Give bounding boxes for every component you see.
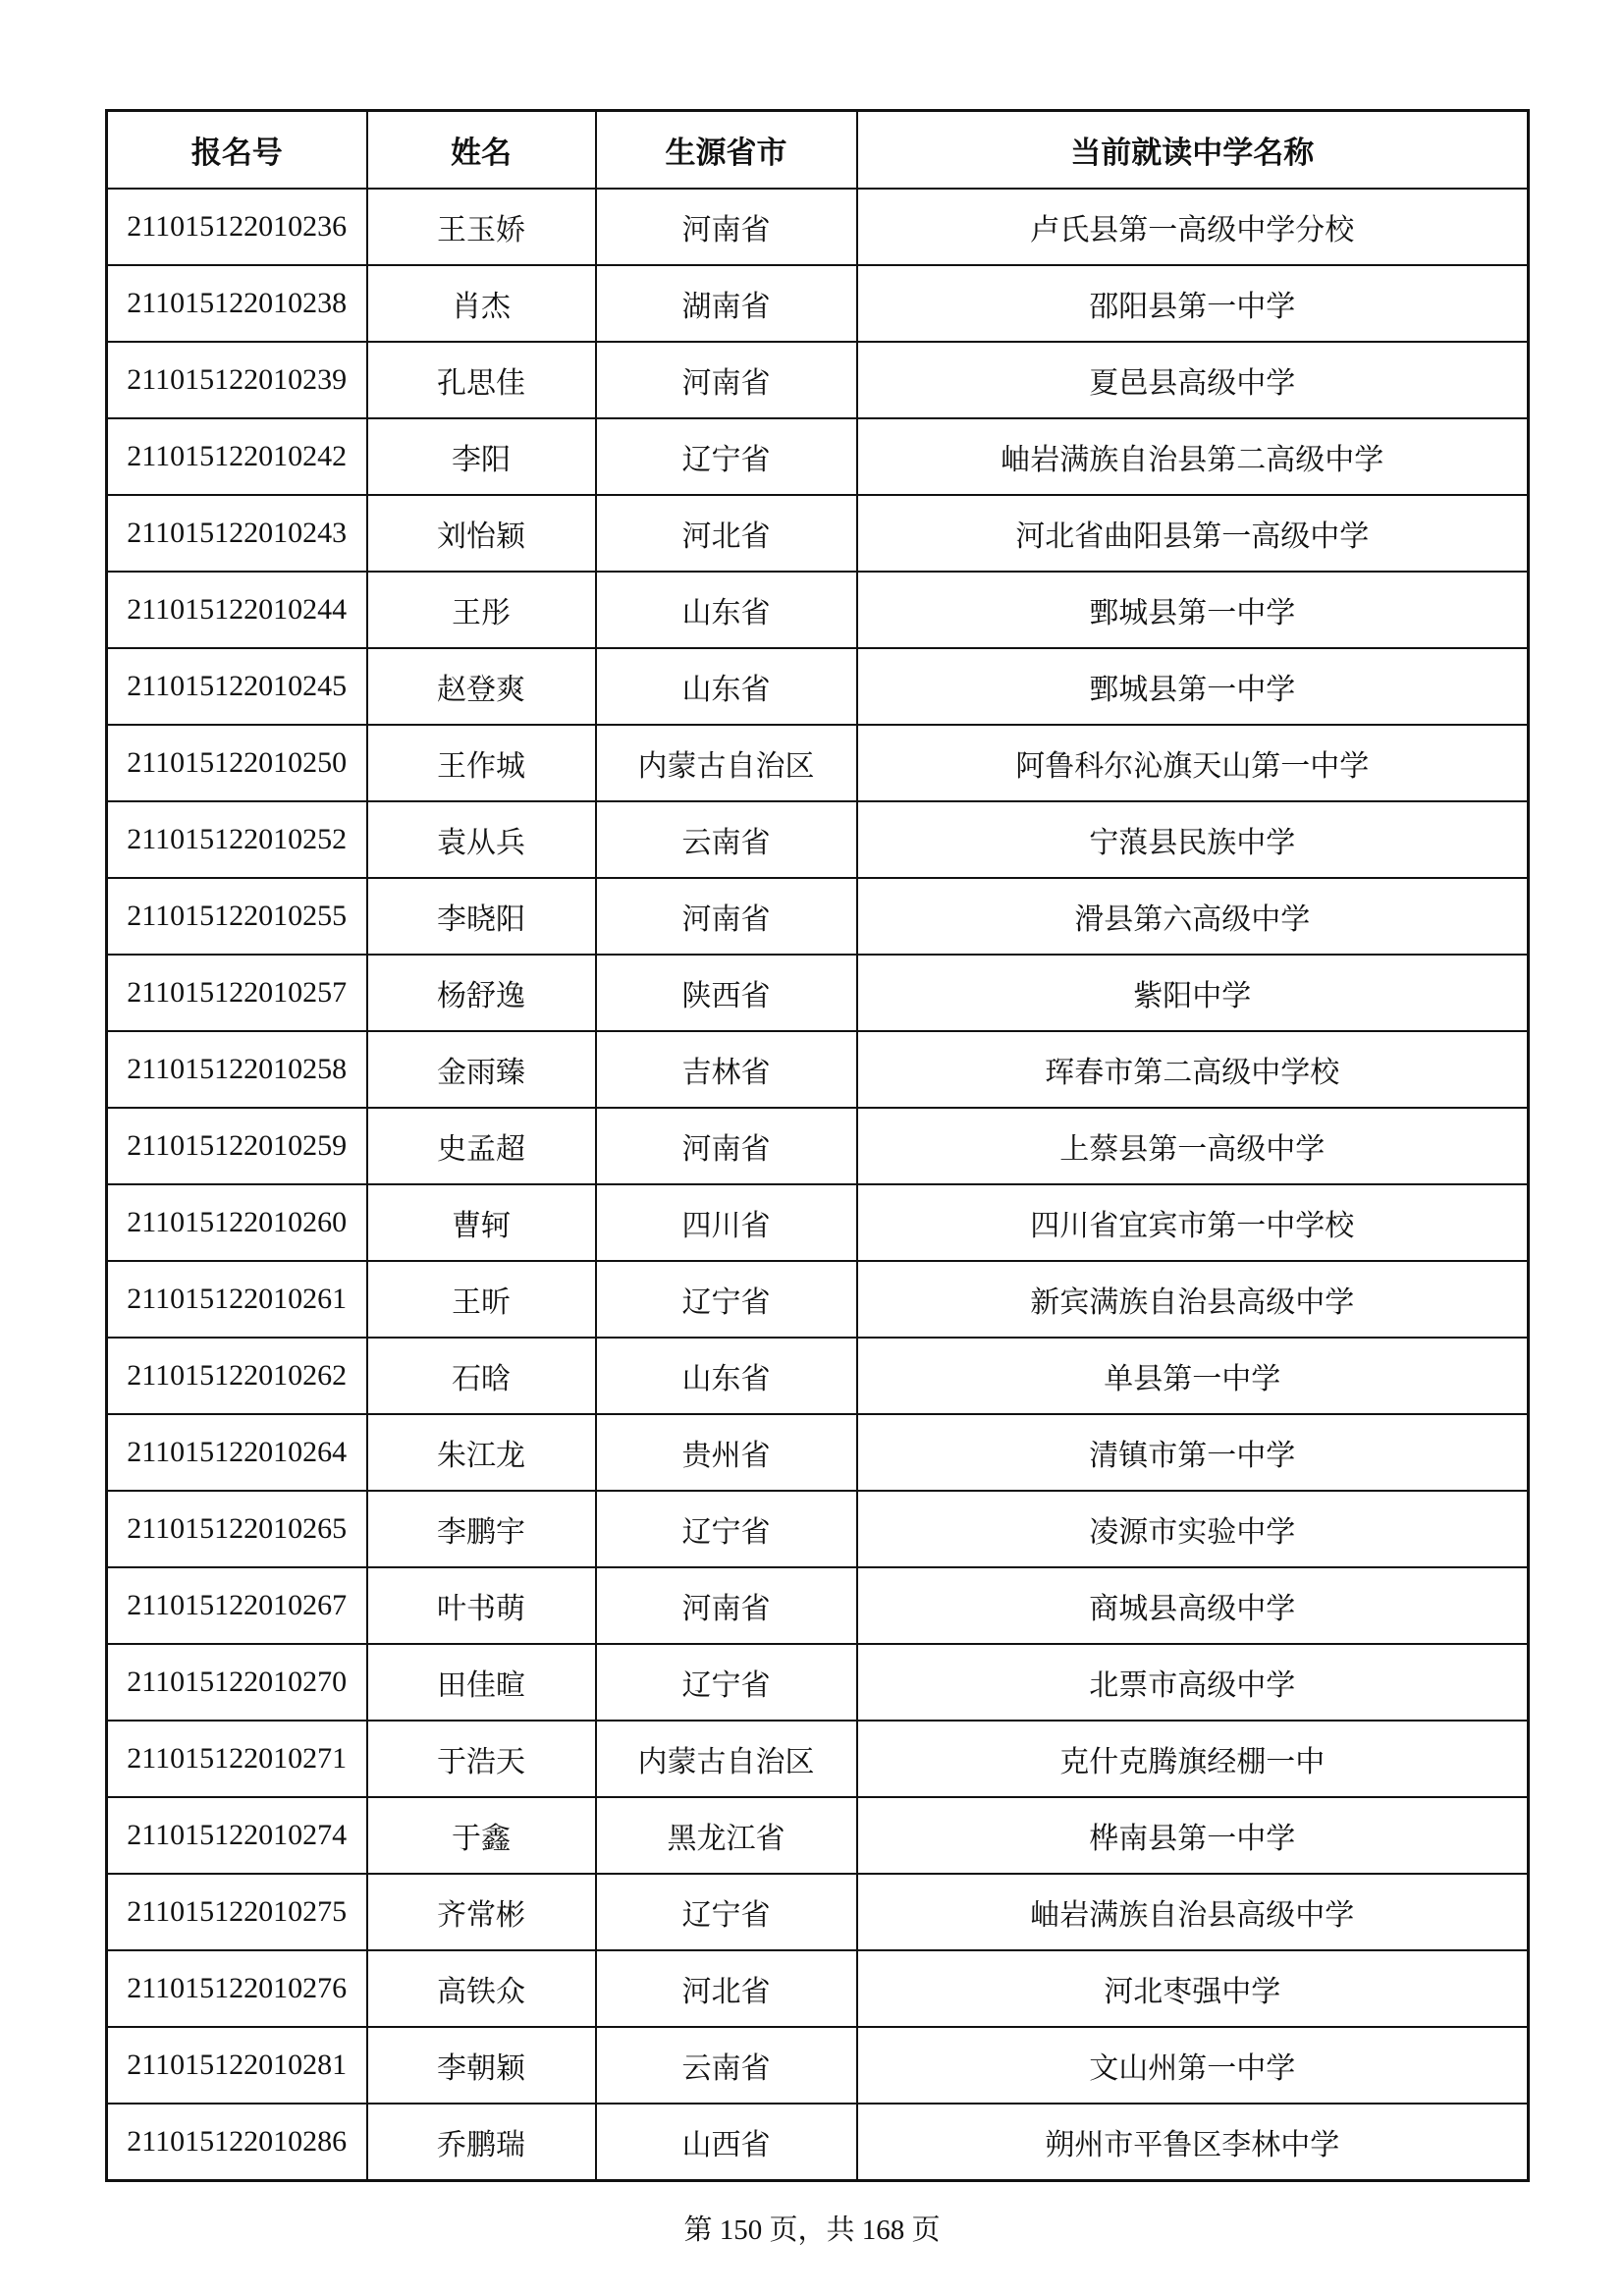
header-registration-number: 报名号 (107, 111, 367, 190)
school-name-cell: 宁蒗县民族中学 (857, 801, 1529, 878)
student-name-cell: 李晓阳 (367, 878, 596, 955)
student-name-cell: 乔鹏瑞 (367, 2104, 596, 2181)
school-name-cell: 文山州第一中学 (857, 2027, 1529, 2104)
student-name-cell: 高铁众 (367, 1950, 596, 2027)
school-name-cell: 鄄城县第一中学 (857, 572, 1529, 648)
table-row (107, 1950, 1529, 2027)
registration-number-cell: 211015122010244 (107, 572, 367, 648)
student-name-cell: 王彤 (367, 572, 596, 648)
school-name-cell: 凌源市实验中学 (857, 1491, 1529, 1567)
student-roster-table (105, 109, 1530, 2182)
registration-number-cell: 211015122010243 (107, 495, 367, 572)
school-name-cell: 新宾满族自治县高级中学 (857, 1261, 1529, 1338)
school-name-cell: 卢氏县第一高级中学分校 (857, 189, 1529, 265)
origin-province-cell: 山东省 (596, 648, 857, 725)
registration-number-cell: 211015122010236 (107, 189, 367, 265)
table-row (107, 1414, 1529, 1491)
header-name: 姓名 (367, 111, 596, 190)
registration-number-cell: 211015122010239 (107, 342, 367, 418)
school-name-cell: 邵阳县第一中学 (857, 265, 1529, 342)
school-name-cell: 紫阳中学 (857, 955, 1529, 1031)
registration-number-cell: 211015122010255 (107, 878, 367, 955)
student-name-cell: 李阳 (367, 418, 596, 495)
table-row (107, 1108, 1529, 1184)
table-row (107, 572, 1529, 648)
school-name-cell: 桦南县第一中学 (857, 1797, 1529, 1874)
registration-number-cell: 211015122010238 (107, 265, 367, 342)
table-row (107, 2104, 1529, 2181)
origin-province-cell: 河南省 (596, 1108, 857, 1184)
origin-province-cell: 河南省 (596, 342, 857, 418)
student-name-cell: 金雨臻 (367, 1031, 596, 1108)
registration-number-cell: 211015122010276 (107, 1950, 367, 2027)
origin-province-cell: 贵州省 (596, 1414, 857, 1491)
registration-number-cell: 211015122010258 (107, 1031, 367, 1108)
student-name-cell: 王作城 (367, 725, 596, 801)
table-header (107, 111, 1529, 190)
table-row (107, 1721, 1529, 1797)
registration-number-cell: 211015122010262 (107, 1338, 367, 1414)
registration-number-cell: 211015122010286 (107, 2104, 367, 2181)
student-name-cell: 肖杰 (367, 265, 596, 342)
table-row (107, 1567, 1529, 1644)
school-name-cell: 滑县第六高级中学 (857, 878, 1529, 955)
registration-number-cell: 211015122010252 (107, 801, 367, 878)
registration-number-cell: 211015122010281 (107, 2027, 367, 2104)
student-name-cell: 李鹏宇 (367, 1491, 596, 1567)
table-row (107, 1644, 1529, 1721)
origin-province-cell: 辽宁省 (596, 1874, 857, 1950)
school-name-cell: 河北省曲阳县第一高级中学 (857, 495, 1529, 572)
origin-province-cell: 山东省 (596, 572, 857, 648)
school-name-cell: 河北枣强中学 (857, 1950, 1529, 2027)
school-name-cell: 珲春市第二高级中学校 (857, 1031, 1529, 1108)
student-name-cell: 孔思佳 (367, 342, 596, 418)
student-name-cell: 于鑫 (367, 1797, 596, 1874)
registration-number-cell: 211015122010259 (107, 1108, 367, 1184)
school-name-cell: 鄄城县第一中学 (857, 648, 1529, 725)
registration-number-cell: 211015122010261 (107, 1261, 367, 1338)
school-name-cell: 四川省宜宾市第一中学校 (857, 1184, 1529, 1261)
school-name-cell: 岫岩满族自治县第二高级中学 (857, 418, 1529, 495)
registration-number-cell: 211015122010242 (107, 418, 367, 495)
origin-province-cell: 河南省 (596, 878, 857, 955)
origin-province-cell: 河北省 (596, 1950, 857, 2027)
student-name-cell: 袁从兵 (367, 801, 596, 878)
registration-number-cell: 211015122010264 (107, 1414, 367, 1491)
table-row (107, 1338, 1529, 1414)
table-row (107, 1797, 1529, 1874)
origin-province-cell: 辽宁省 (596, 1261, 857, 1338)
origin-province-cell: 湖南省 (596, 265, 857, 342)
student-name-cell: 刘怡颖 (367, 495, 596, 572)
student-name-cell: 田佳暄 (367, 1644, 596, 1721)
origin-province-cell: 黑龙江省 (596, 1797, 857, 1874)
origin-province-cell: 吉林省 (596, 1031, 857, 1108)
origin-province-cell: 辽宁省 (596, 1644, 857, 1721)
student-name-cell: 于浩天 (367, 1721, 596, 1797)
school-name-cell: 阿鲁科尔沁旗天山第一中学 (857, 725, 1529, 801)
registration-number-cell: 211015122010250 (107, 725, 367, 801)
table-row (107, 955, 1529, 1031)
table-row (107, 2027, 1529, 2104)
registration-number-cell: 211015122010267 (107, 1567, 367, 1644)
school-name-cell: 上蔡县第一高级中学 (857, 1108, 1529, 1184)
school-name-cell: 夏邑县高级中学 (857, 342, 1529, 418)
school-name-cell: 商城县高级中学 (857, 1567, 1529, 1644)
student-name-cell: 石晗 (367, 1338, 596, 1414)
origin-province-cell: 山西省 (596, 2104, 857, 2181)
origin-province-cell: 辽宁省 (596, 1491, 857, 1567)
origin-province-cell: 山东省 (596, 1338, 857, 1414)
header-row (107, 111, 1529, 190)
student-name-cell: 史孟超 (367, 1108, 596, 1184)
student-name-cell: 朱江龙 (367, 1414, 596, 1491)
school-name-cell: 朔州市平鲁区李林中学 (857, 2104, 1529, 2181)
origin-province-cell: 河南省 (596, 1567, 857, 1644)
table-row (107, 189, 1529, 265)
school-name-cell: 克什克腾旗经棚一中 (857, 1721, 1529, 1797)
table-row (107, 418, 1529, 495)
origin-province-cell: 辽宁省 (596, 418, 857, 495)
table-row (107, 1031, 1529, 1108)
student-name-cell: 杨舒逸 (367, 955, 596, 1031)
origin-province-cell: 云南省 (596, 801, 857, 878)
table-row (107, 648, 1529, 725)
table-row (107, 725, 1529, 801)
origin-province-cell: 陕西省 (596, 955, 857, 1031)
school-name-cell: 单县第一中学 (857, 1338, 1529, 1414)
school-name-cell: 岫岩满族自治县高级中学 (857, 1874, 1529, 1950)
registration-number-cell: 211015122010265 (107, 1491, 367, 1567)
table-row (107, 1491, 1529, 1567)
student-name-cell: 叶书萌 (367, 1567, 596, 1644)
registration-number-cell: 211015122010245 (107, 648, 367, 725)
registration-number-cell: 211015122010270 (107, 1644, 367, 1721)
header-current-school: 当前就读中学名称 (857, 111, 1529, 190)
origin-province-cell: 河南省 (596, 189, 857, 265)
student-name-cell: 王玉娇 (367, 189, 596, 265)
origin-province-cell: 内蒙古自治区 (596, 1721, 857, 1797)
table-row (107, 1874, 1529, 1950)
student-name-cell: 齐常彬 (367, 1874, 596, 1950)
registration-number-cell: 211015122010275 (107, 1874, 367, 1950)
origin-province-cell: 四川省 (596, 1184, 857, 1261)
table-row (107, 1184, 1529, 1261)
table-row (107, 801, 1529, 878)
table-row (107, 265, 1529, 342)
origin-province-cell: 内蒙古自治区 (596, 725, 857, 801)
registration-number-cell: 211015122010257 (107, 955, 367, 1031)
table-row (107, 495, 1529, 572)
table-row (107, 342, 1529, 418)
student-name-cell: 李朝颖 (367, 2027, 596, 2104)
student-name-cell: 赵登爽 (367, 648, 596, 725)
table-body (107, 189, 1529, 2181)
registration-number-cell: 211015122010274 (107, 1797, 367, 1874)
origin-province-cell: 云南省 (596, 2027, 857, 2104)
student-name-cell: 曹轲 (367, 1184, 596, 1261)
page-footer: 第 150 页，共 168 页 (683, 2214, 941, 2246)
table-row (107, 878, 1529, 955)
table-row (107, 1261, 1529, 1338)
school-name-cell: 北票市高级中学 (857, 1644, 1529, 1721)
registration-number-cell: 211015122010271 (107, 1721, 367, 1797)
header-origin-province: 生源省市 (596, 111, 857, 190)
student-name-cell: 王昕 (367, 1261, 596, 1338)
school-name-cell: 清镇市第一中学 (857, 1414, 1529, 1491)
origin-province-cell: 河北省 (596, 495, 857, 572)
registration-number-cell: 211015122010260 (107, 1184, 367, 1261)
